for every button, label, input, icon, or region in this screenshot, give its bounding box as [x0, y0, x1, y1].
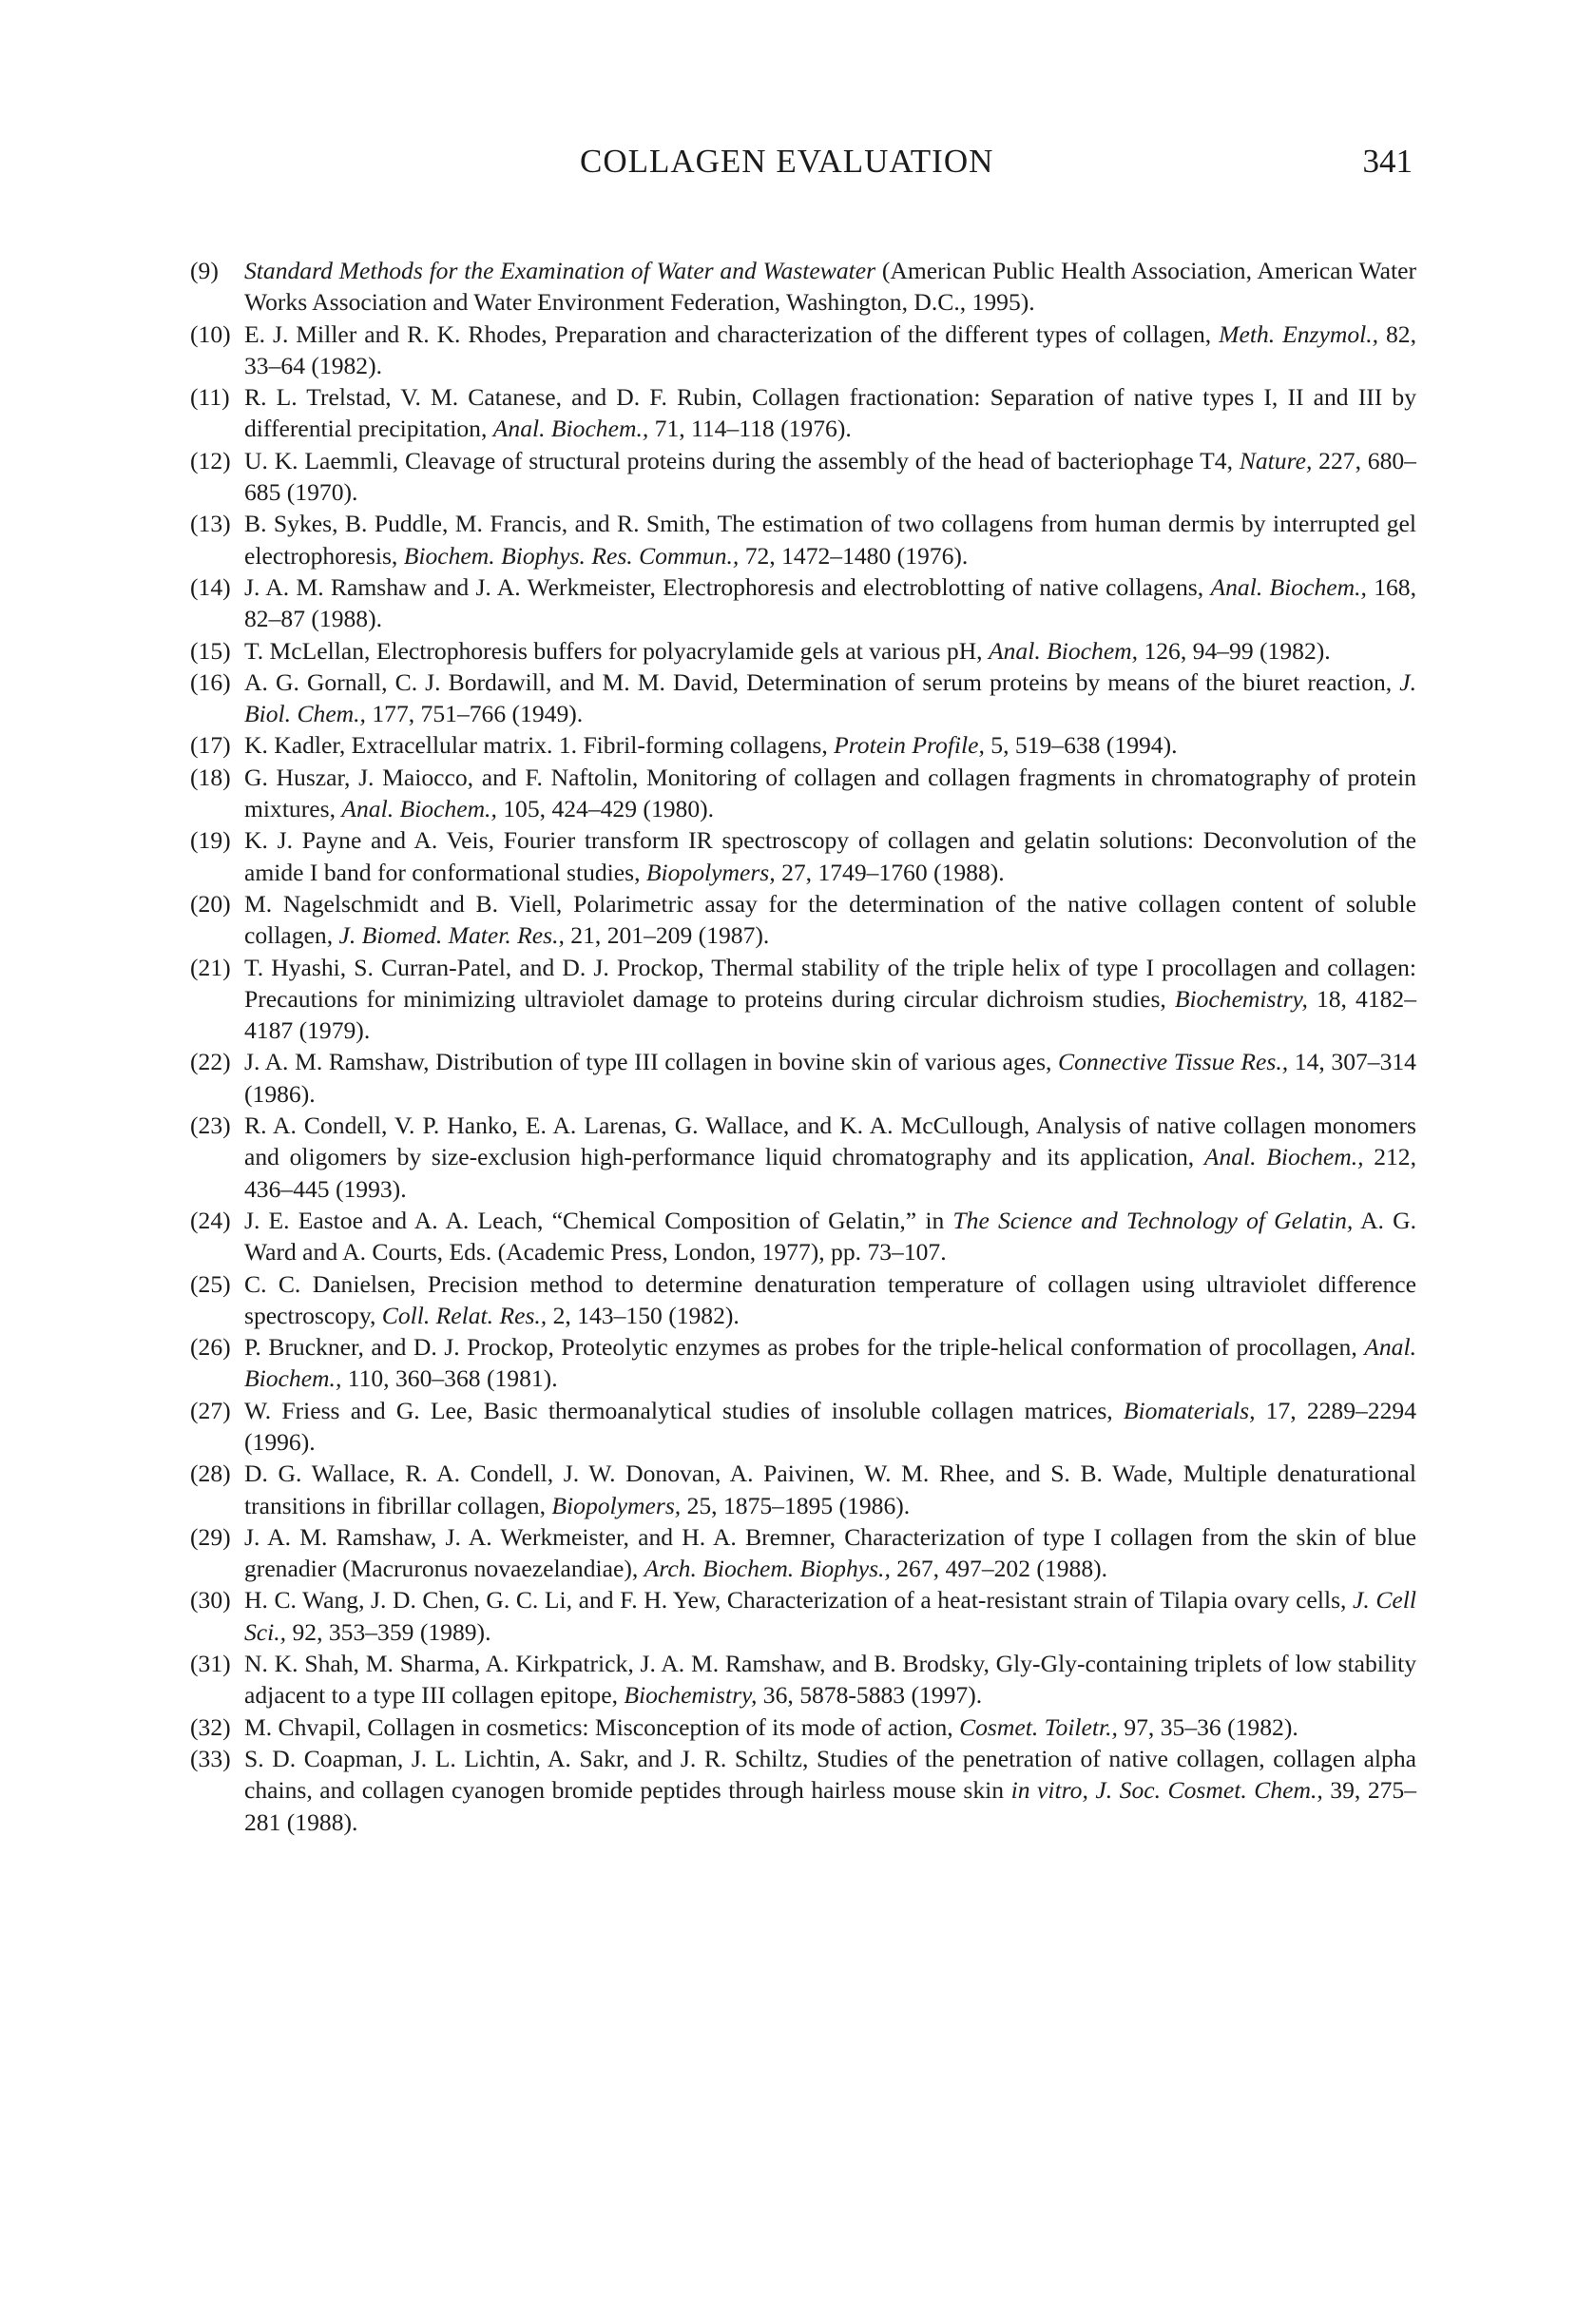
- reference-italic-segment: Anal. Biochem.,: [1203, 1143, 1364, 1171]
- reference-segment: 36, 5878-5883 (1997).: [757, 1681, 983, 1710]
- reference-segment: T. McLellan, Electrophoresis buffers for polyacrylamide gels at various pH,: [244, 636, 989, 665]
- reference-number: (15): [190, 636, 231, 665]
- reference-item: [190, 1268, 1416, 1332]
- reference-italic-segment: J. Soc. Cosmet. Chem.,: [1095, 1776, 1323, 1805]
- reference-segment: 27, 1749–1760 (1988).: [775, 858, 1005, 886]
- reference-number: (18): [190, 763, 231, 791]
- reference-text: [244, 764, 1416, 822]
- reference-segment: 110, 360–368 (1981).: [341, 1364, 558, 1393]
- reference-italic-segment: Coll. Relat. Res.,: [381, 1301, 548, 1329]
- reference-italic-segment: Biochem. Biophys. Res. Commun.,: [403, 541, 740, 570]
- reference-item: [190, 888, 1416, 952]
- reference-segment: 21, 201–209 (1987).: [564, 921, 770, 950]
- reference-item: [190, 381, 1416, 445]
- reference-number: (11): [190, 383, 230, 412]
- reference-number: (20): [190, 889, 231, 918]
- reference-item: [190, 1205, 1416, 1268]
- reference-text: [244, 1745, 1416, 1836]
- reference-italic-segment: Anal. Biochem.,: [341, 795, 497, 823]
- running-title: COLLAGEN EVALUATION: [580, 143, 994, 180]
- reference-italic-segment: J. Biomed. Mater. Res.,: [338, 921, 565, 950]
- reference-italic-segment: Biopolymers,: [551, 1491, 682, 1519]
- reference-number: (27): [190, 1396, 231, 1424]
- reference-number: (16): [190, 667, 231, 696]
- reference-segment: M. Chvapil, Collagen in cosmetics: Misconception of its mode of action,: [244, 1712, 960, 1741]
- reference-segment: 71, 114–118 (1976).: [648, 415, 852, 443]
- reference-number: (30): [190, 1586, 231, 1614]
- reference-segment: R. A. Condell, V. P. Hanko, E. A. Larenas, G. Wallace, and K. A. McCullough, Analysis of native collagen monomers and oligomers by size-exclusion high-performance liquid chromatography and its application,: [244, 1112, 1416, 1171]
- reference-italic-segment: J. Cell Sci.,: [244, 1586, 1416, 1646]
- reference-item: [190, 824, 1416, 888]
- reference-italic-segment: Biopolymers,: [645, 858, 776, 886]
- reference-segment: 17, 2289–2294 (1996).: [244, 1396, 1416, 1456]
- reference-italic-segment: Biomaterials,: [1123, 1396, 1256, 1424]
- reference-segment: U. K. Laemmli, Cleavage of structural proteins during the assembly of the head of bacteriophage T4,: [244, 446, 1240, 474]
- reference-number: (9): [190, 257, 219, 284]
- reference-segment: J. A. M. Ramshaw, Distribution of type III collagen in bovine skin of various ages,: [244, 1048, 1059, 1076]
- reference-italic-segment: Meth. Enzymol.,: [1219, 319, 1379, 348]
- reference-item: [190, 1110, 1416, 1205]
- reference-text: [244, 1586, 1416, 1645]
- reference-italic-segment: Anal. Biochem.,: [492, 415, 649, 443]
- reference-item: [190, 319, 1416, 382]
- reference-number: (10): [190, 319, 231, 348]
- reference-text: [244, 1048, 1416, 1107]
- reference-segment: 212, 436–445 (1993).: [244, 1143, 1416, 1203]
- reference-text: [244, 510, 1416, 569]
- reference-text: [244, 826, 1416, 885]
- reference-number: (24): [190, 1206, 231, 1234]
- reference-number: (26): [190, 1333, 231, 1362]
- reference-segment: J. E. Eastoe and A. A. Leach, “Chemical Composition of Gelatin,” in: [244, 1206, 953, 1234]
- reference-segment: 267, 497–202 (1988).: [890, 1555, 1108, 1583]
- reference-italic-segment: Biochemistry,: [1174, 984, 1308, 1013]
- reference-segment: G. Huszar, J. Maiocco, and F. Naftolin, Monitoring of collagen and collagen fragments in chromatography of protein mixtures,: [244, 763, 1416, 823]
- reference-item: [190, 762, 1416, 825]
- reference-number: (31): [190, 1650, 231, 1678]
- reference-segment: R. L. Trelstad, V. M. Catanese, and D. F. Rubin, Collagen fractionation: Separation of native types I, II and III by differential precipitation,: [244, 383, 1416, 443]
- reference-segment: 72, 1472–1480 (1976).: [739, 541, 969, 570]
- reference-item: [190, 1584, 1416, 1648]
- reference-segment: 82, 33–64 (1982).: [244, 319, 1416, 379]
- reference-italic-segment: Anal. Biochem.,: [1210, 572, 1367, 601]
- reference-item: [190, 1046, 1416, 1110]
- reference-italic-segment: J. Biol. Chem.,: [244, 667, 1416, 728]
- reference-item: [190, 508, 1416, 571]
- reference-segment: K. J. Payne and A. Veis, Fourier transform IR spectroscopy of collagen and gelatin solutions: Deconvolution of the amide I band for conformational studies,: [244, 826, 1416, 886]
- reference-italic-segment: Standard Methods for the Examination of Water and Wastewater: [244, 257, 876, 284]
- reference-segment: 177, 751–766 (1949).: [365, 700, 584, 728]
- reference-number: (21): [190, 953, 231, 981]
- reference-number: (29): [190, 1522, 231, 1551]
- reference-italic-segment: Cosmet. Toiletr.,: [959, 1712, 1118, 1741]
- reference-segment: 2, 143–150 (1982).: [547, 1301, 740, 1329]
- reference-item: [190, 667, 1416, 730]
- reference-segment: P. Bruckner, and D. J. Prockop, Proteolytic enzymes as probes for the triple-helical conformation of procollagen,: [244, 1333, 1365, 1362]
- page-header: [190, 143, 1413, 190]
- reference-segment: (American Public Health Association, American Water Works Association and Water Environment Federation, Washington, D.C., 1995).: [244, 257, 1416, 317]
- reference-segment: 25, 1875–1895 (1986).: [681, 1491, 911, 1519]
- reference-text: [244, 890, 1416, 949]
- reference-item: [190, 445, 1416, 509]
- reference-italic-segment: The Science and Technology of Gelatin,: [952, 1206, 1354, 1234]
- reference-item: [190, 571, 1416, 635]
- reference-segment: 5, 519–638 (1994).: [984, 731, 1178, 760]
- reference-segment: D. G. Wallace, R. A. Condell, J. W. Donovan, A. Paivinen, W. M. Rhee, and S. B. Wade, Multiple denaturational transitions in fibrillar collagen,: [244, 1460, 1416, 1519]
- reference-text: [244, 257, 1416, 316]
- reference-item: [190, 1395, 1416, 1459]
- reference-segment: C. C. Danielsen, Precision method to determine denaturation temperature of collagen using ultraviolet difference spectroscopy,: [244, 1269, 1416, 1329]
- reference-segment: 14, 307–314 (1986).: [244, 1048, 1416, 1108]
- reference-italic-segment: Nature,: [1239, 446, 1313, 474]
- reference-text: [244, 1207, 1416, 1266]
- reference-text: [244, 320, 1416, 379]
- reference-item: [190, 729, 1416, 761]
- reference-segment: E. J. Miller and R. K. Rhodes, Preparation and characterization of the different types of collagen,: [244, 319, 1220, 348]
- reference-segment: 97, 35–36 (1982).: [1117, 1712, 1298, 1741]
- reference-item: [190, 1711, 1416, 1743]
- reference-text: [244, 637, 1331, 665]
- reference-number: (33): [190, 1744, 231, 1772]
- reference-number: (13): [190, 510, 231, 538]
- reference-item: [190, 1521, 1416, 1585]
- reference-number: (19): [190, 826, 231, 855]
- reference-segment: A. G. Ward and A. Courts, Eds. (Academic Press, London, 1977), pp. 73–107.: [244, 1206, 1416, 1266]
- reference-item: [190, 952, 1416, 1047]
- reference-number: (17): [190, 731, 231, 760]
- reference-italic-segment: Biochemistry,: [624, 1681, 758, 1710]
- reference-text: [244, 447, 1416, 506]
- reference-item: [190, 1458, 1416, 1521]
- reference-italic-segment: in vitro,: [1010, 1776, 1088, 1805]
- reference-text: [244, 954, 1416, 1045]
- reference-segment: 18, 4182–4187 (1979).: [244, 984, 1417, 1045]
- reference-item: [190, 1743, 1416, 1838]
- reference-italic-segment: Anal. Biochem.,: [244, 1333, 1416, 1393]
- reference-segment: J. A. M. Ramshaw, J. A. Werkmeister, and H. A. Bremner, Characterization of type I collagen from the skin of blue grenadier (Macruronus novaezelandiae),: [244, 1522, 1416, 1583]
- reference-segment: B. Sykes, B. Puddle, M. Francis, and R. Smith, The estimation of two collagens from human dermis by interrupted gel electrophoresis,: [244, 510, 1416, 570]
- reference-segment: 39, 275–281 (1988).: [244, 1776, 1417, 1836]
- reference-segment: 126, 94–99 (1982).: [1138, 636, 1331, 665]
- reference-segment: J. A. M. Ramshaw and J. A. Werkmeister, Electrophoresis and electroblotting of native collagens,: [244, 572, 1211, 601]
- reference-segment: S. D. Coapman, J. L. Lichtin, A. Sakr, and J. R. Schiltz, Studies of the penetration of native collagen, collagen alpha chains, and collagen cyanogen bromide peptides through hairless mouse skin: [244, 1744, 1416, 1805]
- reference-text: [244, 1713, 1298, 1741]
- reference-item: [190, 1331, 1416, 1395]
- reference-item: [190, 255, 1416, 319]
- reference-number: (23): [190, 1112, 231, 1140]
- reference-number: (32): [190, 1712, 231, 1741]
- reference-segment: M. Nagelschmidt and B. Viell, Polarimetric assay for the determination of the native collagen content of soluble collagen,: [244, 889, 1416, 950]
- page-number: 341: [1362, 143, 1413, 180]
- reference-number: (22): [190, 1048, 231, 1076]
- reference-text: [244, 1523, 1416, 1582]
- reference-number: (12): [190, 446, 231, 474]
- reference-text: [244, 1397, 1416, 1456]
- reference-italic-segment: Arch. Biochem. Biophys.,: [644, 1555, 891, 1583]
- reference-segment: A. G. Gornall, C. J. Bordawill, and M. M. David, Determination of serum proteins by means of the biuret reaction,: [244, 667, 1400, 696]
- reference-item: [190, 1648, 1416, 1711]
- reference-number: (25): [190, 1269, 231, 1298]
- reference-segment: W. Friess and G. Lee, Basic thermoanalytical studies of insoluble collagen matrices,: [244, 1396, 1124, 1424]
- reference-segment: 92, 353–359 (1989).: [286, 1617, 491, 1646]
- reference-text: [244, 1650, 1416, 1709]
- reference-segment: T. Hyashi, S. Curran-Patel, and D. J. Prockop, Thermal stability of the triple helix of type I procollagen and collagen: Precautions for minimizing ultraviolet damage to proteins during circular dichroism studies,: [244, 953, 1416, 1013]
- reference-text: [244, 1333, 1416, 1392]
- reference-number: (28): [190, 1460, 231, 1488]
- reference-segment: 227, 680–685 (1970).: [244, 446, 1416, 507]
- reference-text: [244, 1112, 1416, 1203]
- reference-text: [244, 668, 1416, 727]
- reference-text: [244, 573, 1416, 632]
- reference-segment: 168, 82–87 (1988).: [244, 572, 1416, 633]
- reference-text: [244, 383, 1416, 442]
- reference-italic-segment: Anal. Biochem,: [988, 636, 1139, 665]
- reference-segment: N. K. Shah, M. Sharma, A. Kirkpatrick, J. A. M. Ramshaw, and B. Brodsky, Gly-Gly-containing triplets of low stability adjacent to a type III collagen epitope,: [244, 1650, 1416, 1710]
- reference-italic-segment: Protein Profile,: [834, 731, 985, 760]
- reference-segment: H. C. Wang, J. D. Chen, G. C. Li, and F. H. Yew, Characterization of a heat-resistant strain of Tilapia ovary cells,: [244, 1586, 1354, 1614]
- reference-number: (14): [190, 572, 231, 601]
- reference-segment: 105, 424–429 (1980).: [496, 795, 715, 823]
- reference-text: [244, 731, 1178, 759]
- reference-segment: K. Kadler, Extracellular matrix. 1. Fibril-forming collagens,: [244, 731, 835, 760]
- reference-text: [244, 1460, 1416, 1518]
- reference-list: [190, 255, 1416, 1838]
- reference-item: [190, 635, 1416, 667]
- reference-italic-segment: Connective Tissue Res.,: [1058, 1048, 1289, 1076]
- reference-text: [244, 1270, 1416, 1329]
